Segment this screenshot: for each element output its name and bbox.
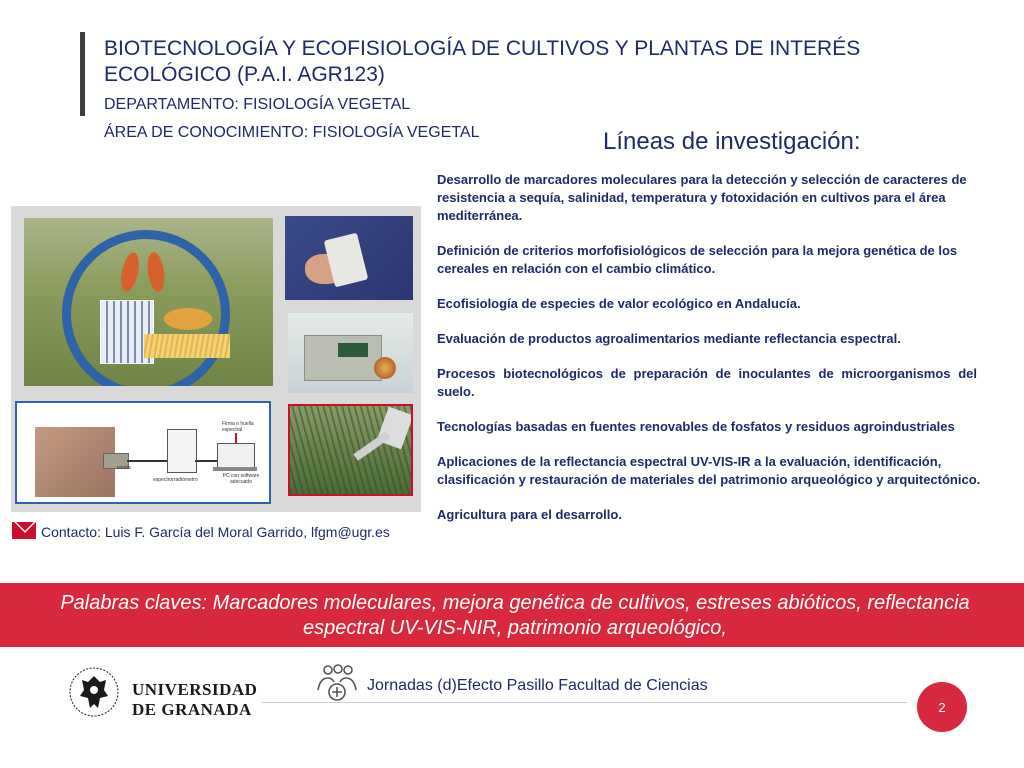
page-title: BIOTECNOLOGÍA Y ECOFISIOLOGÍA DE CULTIVOS Y PLANTAS DE INTERÉS ECOLÓGICO (P.A.I. AGR123) xyxy=(104,37,861,86)
spectroradiometer-icon xyxy=(167,429,197,473)
instrument-box-image xyxy=(304,335,382,381)
research-item: Definición de criterios morfofisiológicos de selección para la mejora genética de los cereales en relación con el cambio climático. xyxy=(437,243,958,276)
spectral-signature-label: Firma o huella espectral xyxy=(222,421,254,433)
research-lines-list xyxy=(437,171,1009,541)
people-group-icon xyxy=(314,664,360,702)
knowledge-area-label: ÁREA DE CONOCIMIENTO: FISIOLOGÍA VEGETAL xyxy=(104,124,480,141)
research-item: Evaluación de productos agroalimentarios mediante reflectancia espectral. xyxy=(437,331,901,346)
title-accent-bar xyxy=(80,32,85,116)
university-line1: UNIVERSIDAD xyxy=(132,680,258,699)
research-item: Desarrollo de marcadores moleculares para la detección y selección de caracteres de resistencia a sequía, salinidad, temperatura y fotoxidación en cultivos para el área mediterránea. xyxy=(437,172,967,223)
university-crest-icon xyxy=(68,664,120,720)
department-label: DEPARTAMENTO: FISIOLOGÍA VEGETAL xyxy=(104,96,411,113)
handheld-device-photo xyxy=(285,216,413,300)
laptop-icon xyxy=(217,443,255,469)
page-number-badge: 2 xyxy=(917,682,967,732)
contact-info: Contacto: Luis F. García del Moral Garrido, lfgm@ugr.es xyxy=(41,524,390,540)
cable-line xyxy=(195,460,217,462)
university-wordmark xyxy=(132,680,257,720)
research-item: Procesos biotecnológicos de preparación de inoculantes de microorganismos del suelo. xyxy=(437,366,977,399)
research-item: Ecofisiología de especies de valor ecológico en Andalucía. xyxy=(437,296,801,311)
research-item: Aplicaciones de la reflectancia espectral UV-VIS-IR a la evaluación, identificación, clasificación y restauración de materiales del patrimonio arqueológico y arquitectónico. xyxy=(437,454,981,487)
laptop-base xyxy=(213,467,257,471)
research-item: Agricultura para el desarrollo. xyxy=(437,507,622,522)
pc-software-label: PC con software adecuado xyxy=(222,473,260,485)
spectroradiometer-label: espectrorradiómetro xyxy=(153,477,198,483)
pasta-image xyxy=(144,334,230,358)
research-item: Tecnologías basadas en fuentes renovables de fosfatos y residuos agroindustriales xyxy=(437,419,955,434)
bread-image xyxy=(164,308,212,330)
instrument-photo xyxy=(288,313,413,393)
mail-icon xyxy=(12,522,36,539)
event-name: Jornadas (d)Efecto Pasillo Facultad de Ciencias xyxy=(367,677,708,694)
instrument-lamp-image xyxy=(374,357,396,379)
field-measurement-photo xyxy=(288,404,413,496)
research-heading: Líneas de investigación: xyxy=(603,128,861,155)
spectroradiometer-diagram xyxy=(15,401,271,504)
cereal-field-photo xyxy=(24,218,273,386)
probe-label: sonda xyxy=(117,465,131,471)
keywords-banner xyxy=(0,583,1024,647)
instrument-screen-image xyxy=(338,343,368,357)
cable-line xyxy=(127,460,167,462)
footer-divider xyxy=(262,702,907,703)
keywords-text: Palabras claves: Marcadores moleculares, mejora genética de cultivos, estreses abióticos, reflectancia espectral UV-VIS-NIR, patrimonio arqueológico, xyxy=(60,592,970,639)
university-line2: DE GRANADA xyxy=(132,700,252,719)
arrow-icon xyxy=(235,433,237,443)
